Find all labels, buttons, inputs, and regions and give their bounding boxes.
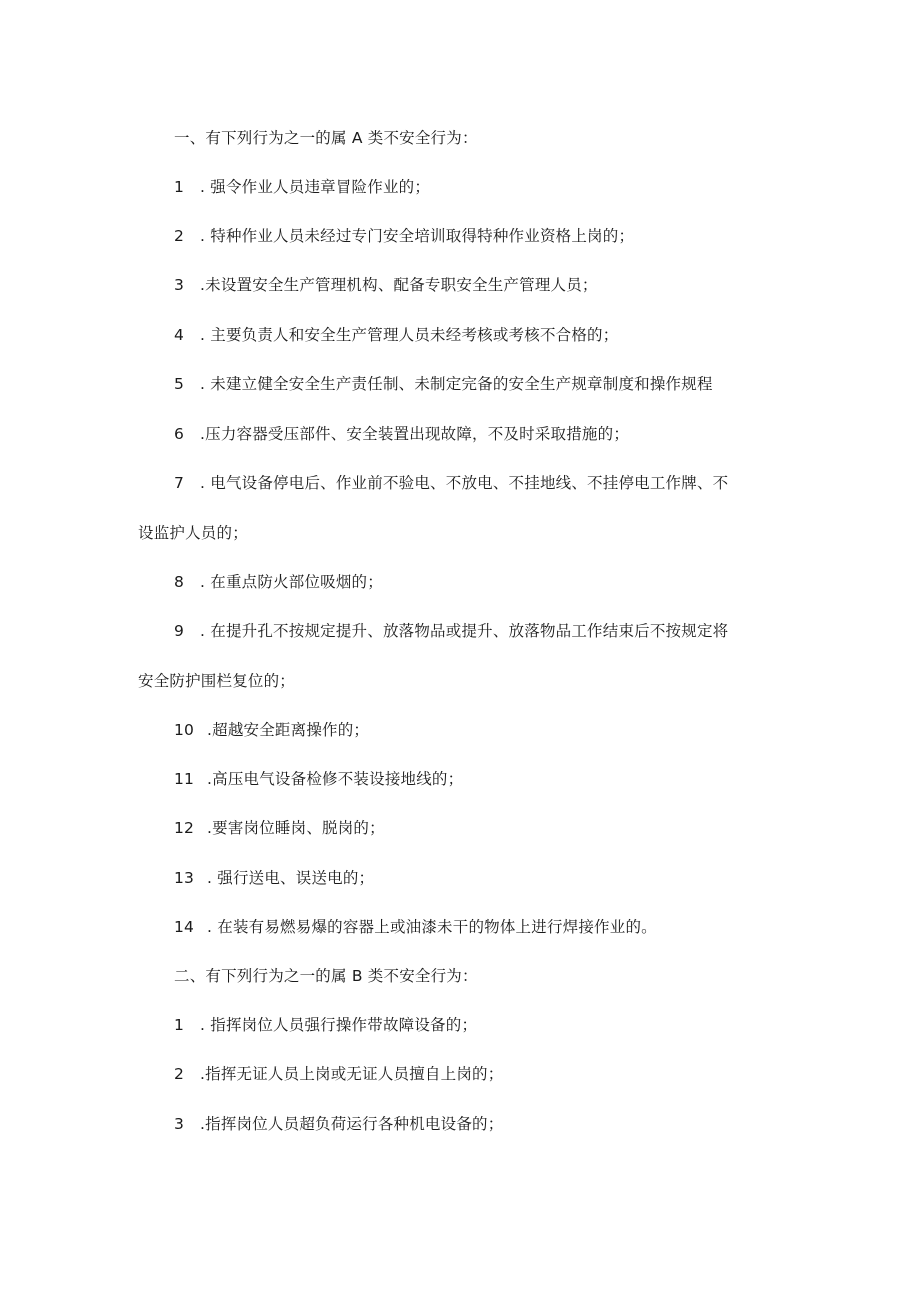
item-number: 5 [174, 375, 185, 393]
list-item [174, 325, 618, 345]
item-text: . 强令作业人员违章冒险作业的； [200, 178, 431, 196]
item-number: 2 [174, 1065, 185, 1083]
item-number: 10 [174, 721, 195, 739]
item-text: . 电气设备停电后、作业前不验电、不放电、不挂地线、不挂停电工作牌、不 [200, 474, 729, 492]
list-item-continuation: 设监护人员的； [138, 524, 248, 542]
item-number: 6 [174, 425, 185, 443]
item-text: . 未建立健全安全生产责任制、未制定完备的安全生产规章制度和操作规程 [200, 375, 713, 393]
item-number: 9 [174, 622, 185, 640]
list-item [174, 177, 430, 197]
list-item [174, 769, 463, 789]
item-text: . 强行送电、误送电的； [207, 869, 375, 887]
item-text: .指挥岗位人员超负荷运行各种机电设备的； [200, 1115, 504, 1133]
item-text: . 特种作业人员未经过专门安全培训取得特种作业资格上岗的； [200, 227, 635, 245]
list-item [174, 226, 634, 246]
item-number: 8 [174, 573, 185, 591]
item-text: . 在提升孔不按规定提升、放落物品或提升、放落物品工作结束后不按规定将 [200, 622, 729, 640]
list-item [174, 473, 728, 493]
list-item [174, 572, 383, 592]
item-text: .指挥无证人员上岗或无证人员擅自上岗的； [200, 1065, 504, 1083]
item-text: .高压电气设备检修不装设接地线的； [207, 770, 464, 788]
item-text: . 在装有易燃易爆的容器上或油漆未干的物体上进行焊接作业的。 [207, 918, 657, 936]
item-number: 3 [174, 276, 185, 294]
section-a-heading: 一、有下列行为之一的属 A 类不安全行为： [174, 129, 478, 147]
item-number: 1 [174, 1016, 185, 1034]
list-item [174, 621, 728, 641]
item-text: .要害岗位睡岗、脱岗的； [207, 819, 385, 837]
item-text: . 在重点防火部位吸烟的； [200, 573, 383, 591]
item-text: .压力容器受压部件、安全装置出现故障，不及时采取措施的； [200, 425, 630, 443]
list-item [174, 275, 598, 295]
list-item-continuation: 安全防护围栏复位的； [138, 672, 296, 690]
item-number: 3 [174, 1115, 185, 1133]
item-text: . 指挥岗位人员强行操作带故障设备的； [200, 1016, 478, 1034]
item-number: 14 [174, 918, 195, 936]
list-item [174, 818, 385, 838]
item-text: .超越安全距离操作的； [207, 721, 370, 739]
list-item [174, 424, 629, 444]
list-item [174, 1114, 503, 1134]
item-number: 11 [174, 770, 195, 788]
list-item [174, 374, 713, 394]
item-number: 2 [174, 227, 185, 245]
item-number: 13 [174, 869, 195, 887]
item-text: .未设置安全生产管理机构、配备专职安全生产管理人员； [200, 276, 598, 294]
list-item [174, 917, 657, 937]
item-text: . 主要负责人和安全生产管理人员未经考核或考核不合格的； [200, 326, 619, 344]
list-item [174, 720, 369, 740]
section-b-heading: 二、有下列行为之一的属 B 类不安全行为： [174, 967, 478, 985]
list-item [174, 1064, 503, 1084]
item-number: 12 [174, 819, 195, 837]
item-number: 7 [174, 474, 185, 492]
item-number: 1 [174, 178, 185, 196]
item-number: 4 [174, 326, 185, 344]
list-item [174, 868, 374, 888]
list-item [174, 1015, 477, 1035]
